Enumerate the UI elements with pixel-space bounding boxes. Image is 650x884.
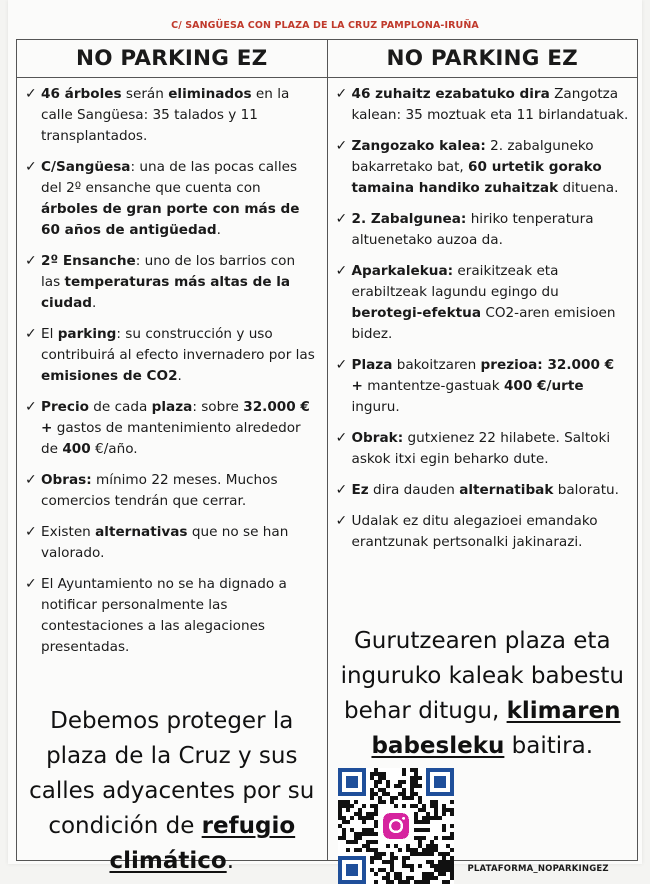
check-icon: ✓ <box>25 253 37 269</box>
basque-point-3 <box>336 209 630 251</box>
spanish-point-8 <box>25 574 319 658</box>
spanish-point-6 <box>25 470 319 512</box>
check-icon: ✓ <box>25 472 37 488</box>
point-text: Plaza bakoitzaren prezioa: 32.000 € + mantentze-gastuak 400 €/urte inguru. <box>351 357 615 415</box>
flyer-sheet <box>8 0 642 874</box>
check-icon: ✓ <box>335 430 348 446</box>
point-text: Obrak: gutxienez 22 hilabete. Saltoki askok itxi egin beharko dute. <box>351 430 611 467</box>
basque-closing-statement <box>334 624 632 764</box>
check-icon: ✓ <box>25 576 37 592</box>
basque-point-4 <box>336 261 630 345</box>
basque-point-8 <box>336 511 630 553</box>
closing-emphasis: refugio climático <box>109 813 296 874</box>
basque-points-list <box>328 78 638 553</box>
spanish-point-3 <box>25 251 319 314</box>
closing-text: Gurutzearen plaza eta inguruko kaleak babestu behar ditugu, <box>340 628 624 724</box>
point-text: 2º Ensanche: uno de los barrios con las temperaturas más altas de la ciudad. <box>41 253 296 311</box>
social-handle[interactable]: PLATAFORMA_NOPARKINGEZ <box>467 864 609 874</box>
basque-point-6 <box>336 428 630 470</box>
spanish-point-1 <box>25 84 319 147</box>
spanish-point-2 <box>25 157 319 241</box>
spanish-points-list <box>17 78 327 658</box>
check-icon: ✓ <box>335 357 348 373</box>
point-text: Precio de cada plaza: sobre 32.000 € + gastos de mantenimiento alrededor de 400 €/año. <box>41 399 310 457</box>
point-text: El Ayuntamiento no se ha dignado a notificar personalmente las contestaciones a las alegaciones presentadas. <box>41 576 287 655</box>
point-text: Aparkalekua: eraikitzeak eta erabiltzeak lagundu egingo du berotegi-efektua CO2-aren emisioen bidez. <box>351 263 616 342</box>
point-text: Ez dira dauden alternatibak baloratu. <box>351 482 619 498</box>
point-text: 46 zuhaitz ezabatuko dira Zangotza kalean: 35 moztuak eta 11 birlandatuak. <box>351 86 629 123</box>
header-location: C/ SANGÜESA CON PLAZA DE LA CRUZ PAMPLONA-IRUÑA <box>171 20 479 31</box>
spanish-point-7 <box>25 522 319 564</box>
point-text: Zangozako kalea: 2. zabalguneko bakarretako bat, 60 urtetik gorako tamaina handiko zuhaitzak dituena. <box>351 138 619 196</box>
check-icon: ✓ <box>25 159 37 175</box>
left-column-title: NO PARKING EZ <box>76 46 268 71</box>
table-header-row <box>17 40 637 78</box>
check-icon: ✓ <box>335 138 348 154</box>
point-text: El parking: su construcción y uso contribuirá al efecto invernadero por las emisiones de CO2. <box>41 326 315 384</box>
check-icon: ✓ <box>25 524 37 540</box>
check-icon: ✓ <box>25 86 37 102</box>
point-text: Obras: mínimo 22 meses. Muchos comercios tendrán que cerrar. <box>41 472 278 509</box>
point-text: 2. Zabalgunea: hiriko tenperatura altuenetako auzoa da. <box>351 211 594 248</box>
closing-end: baitira. <box>504 733 594 759</box>
instagram-icon <box>380 810 412 842</box>
basque-point-2 <box>336 136 630 199</box>
right-column-title: NO PARKING EZ <box>327 40 638 77</box>
point-text: 46 árboles serán eliminados en la calle Sangüesa: 35 talados y 11 transplantados. <box>41 86 290 144</box>
comparison-table <box>16 39 638 874</box>
check-icon: ✓ <box>25 399 37 415</box>
check-icon: ✓ <box>335 482 348 498</box>
table-body-row <box>17 78 637 874</box>
basque-point-1 <box>336 84 630 126</box>
spanish-point-5 <box>25 397 319 460</box>
check-icon: ✓ <box>335 86 348 102</box>
qr-code-icon[interactable] <box>338 768 454 884</box>
basque-point-5 <box>336 355 630 418</box>
basque-column <box>327 78 638 874</box>
spanish-closing-statement <box>25 704 319 879</box>
check-icon: ✓ <box>335 211 348 227</box>
check-icon: ✓ <box>335 513 348 529</box>
point-text: C/Sangüesa: una de las pocas calles del 2º ensanche que cuenta con árboles de gran porte con más de 60 años de antigüedad. <box>41 159 300 238</box>
closing-text: Debemos proteger la plaza de la Cruz y sus calles adyacentes por su condición de <box>29 708 315 839</box>
basque-point-7 <box>336 480 630 501</box>
point-text: Udalak ez ditu alegazioei emandako erantzunak pertsonalki jakinarazi. <box>351 513 598 550</box>
spanish-column <box>17 78 327 874</box>
check-icon: ✓ <box>335 263 348 279</box>
closing-end: . <box>226 848 234 874</box>
closing-emphasis: klimaren babesleku <box>371 698 621 759</box>
point-text: Existen alternativas que no se han valorado. <box>41 524 289 561</box>
check-icon: ✓ <box>25 326 37 342</box>
spanish-point-4 <box>25 324 319 387</box>
